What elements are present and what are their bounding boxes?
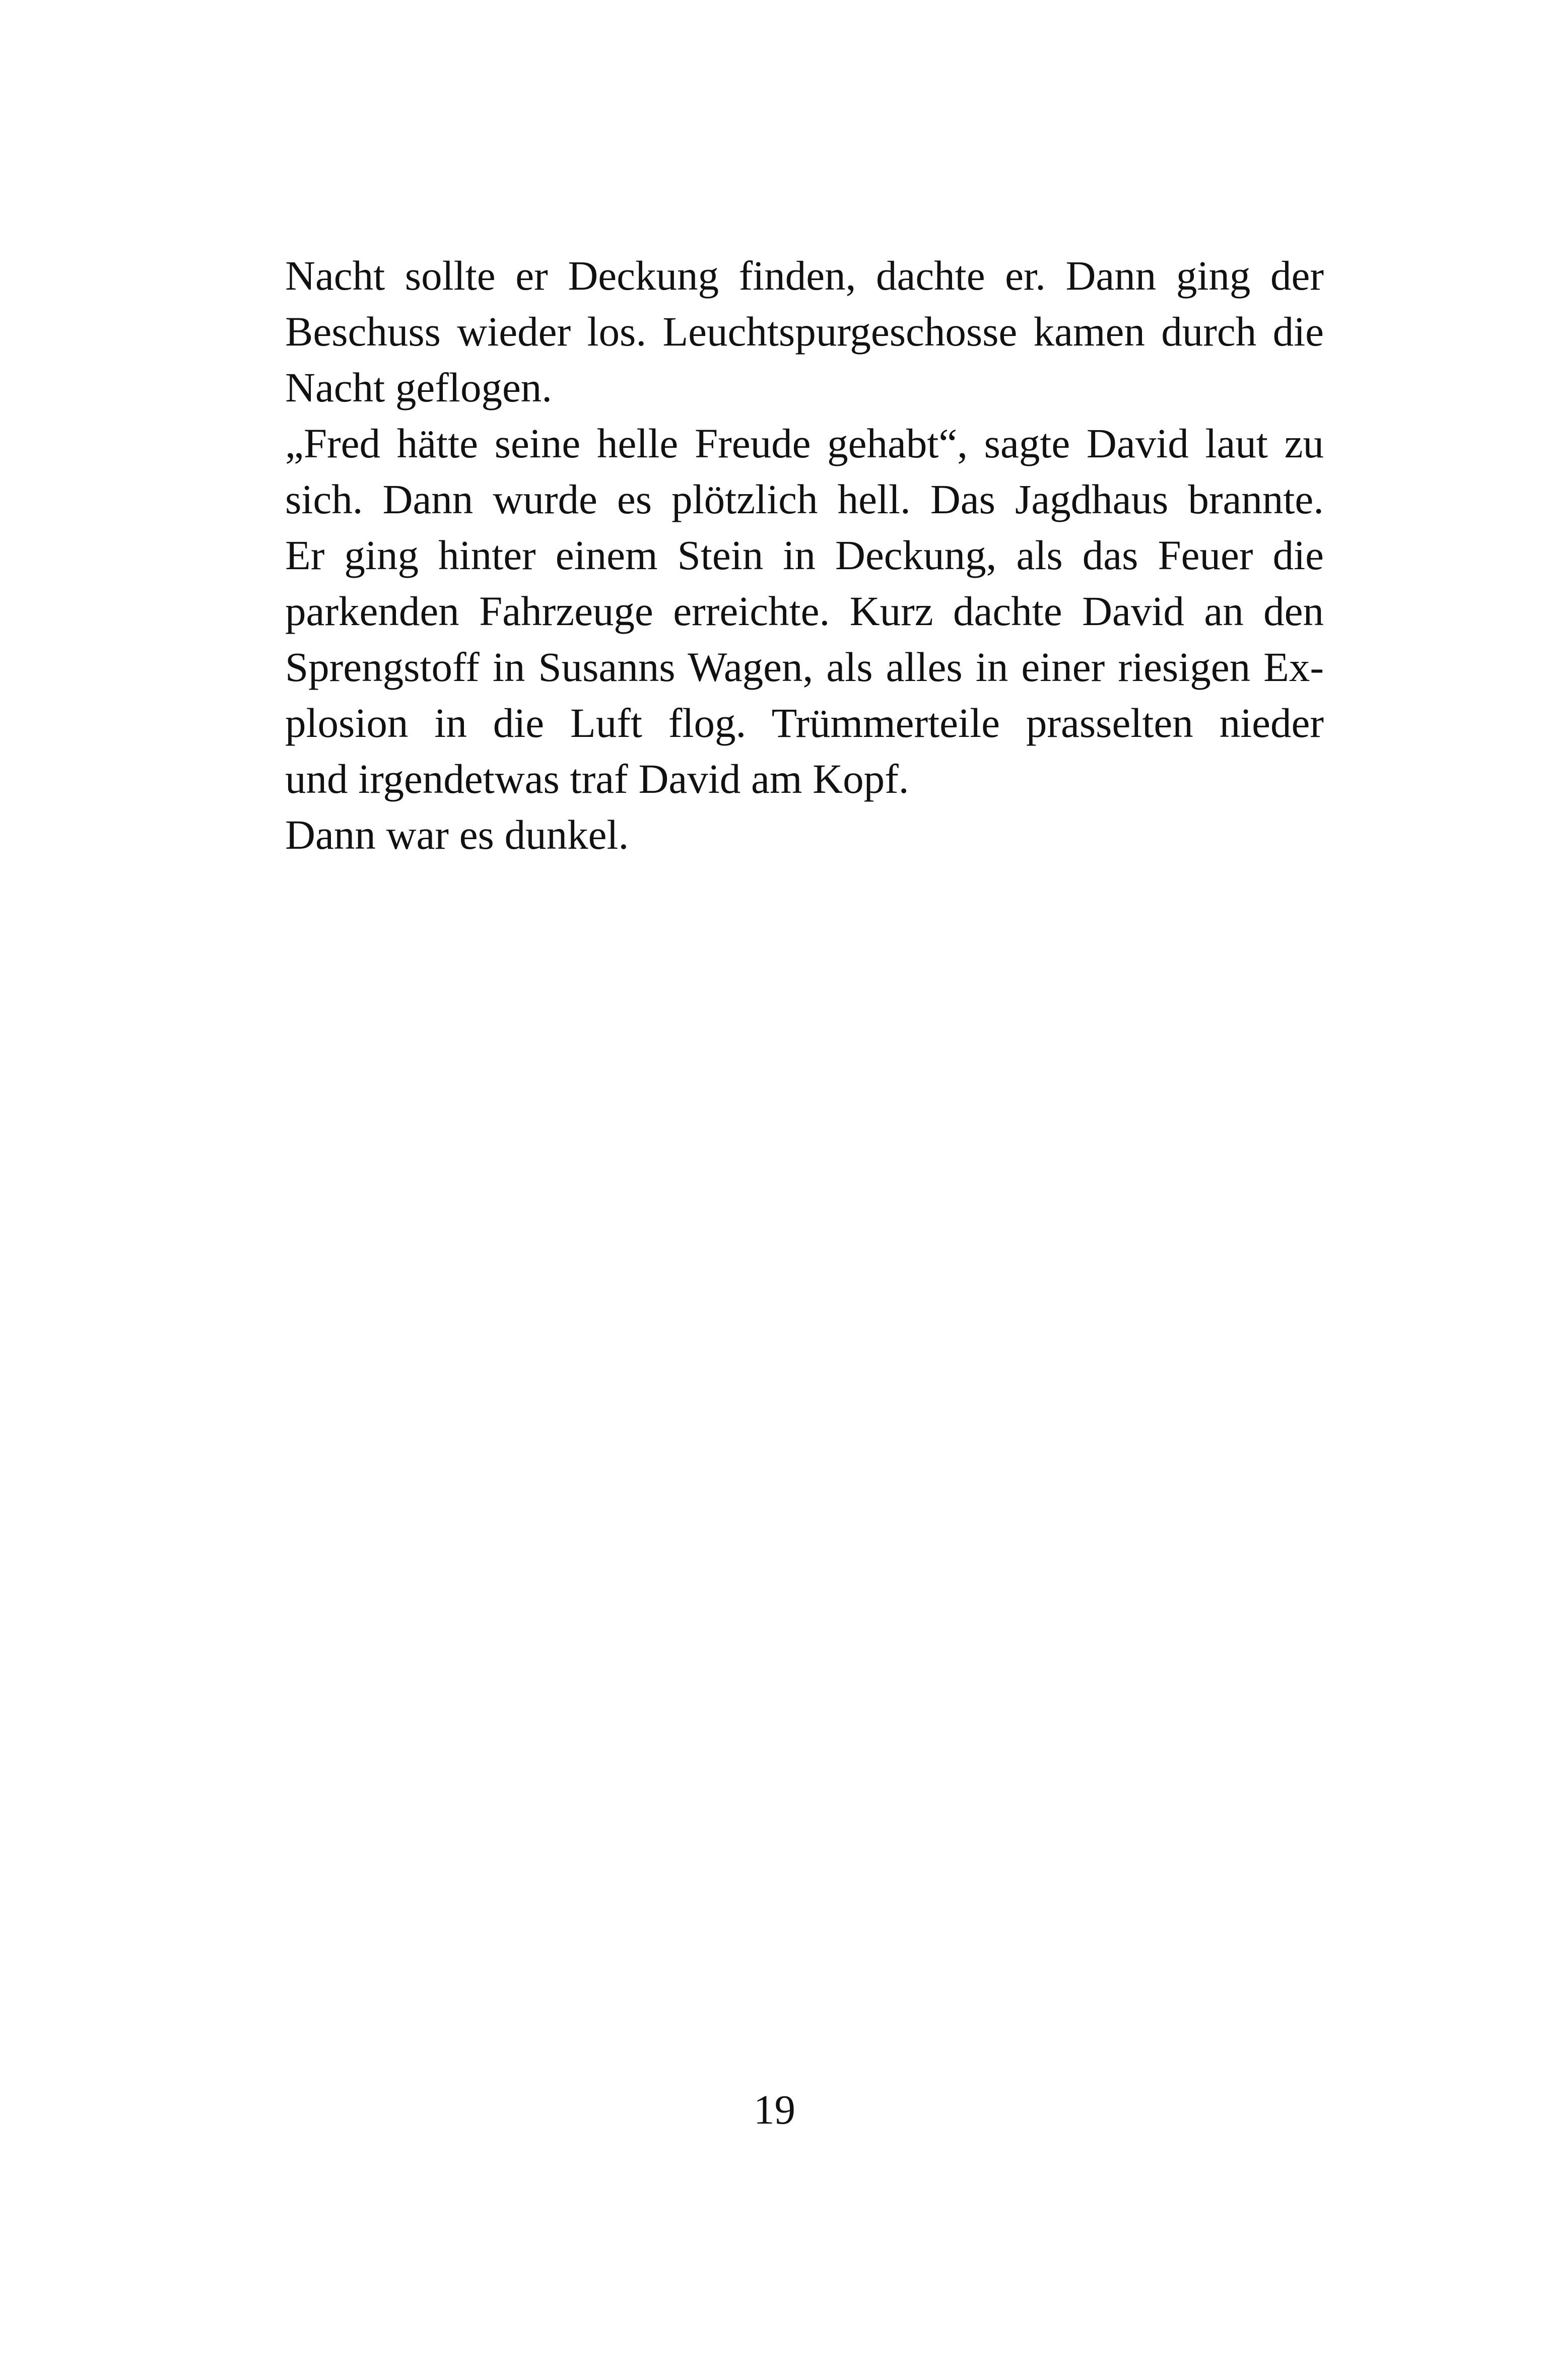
text-line: parkenden Fahrzeuge erreichte. Kurz dachte David an den	[285, 588, 1324, 634]
text-line: „Fred hätte seine helle Freude gehabt“, sagte David laut zu	[285, 420, 1324, 466]
text-line: und irgendetwas traf David am Kopf.	[285, 756, 909, 802]
text-line: plosion in die Luft flog. Trümmerteile prasselten nieder	[285, 700, 1324, 746]
text-line: sich. Dann wurde es plötzlich hell. Das Jagdhaus brannte.	[285, 476, 1324, 522]
text-line: Dann war es dunkel.	[285, 811, 629, 858]
text-line: Beschuss wieder los. Leuchtspurgeschosse kamen durch die	[285, 308, 1324, 355]
page-number: 19	[754, 2086, 795, 2133]
text-line: Nacht sollte er Deckung finden, dachte er. Dann ging der	[285, 252, 1324, 299]
text-line: Nacht geflogen.	[285, 364, 553, 411]
text-line: Er ging hinter einem Stein in Deckung, als das Feuer die	[285, 532, 1324, 578]
body-text	[285, 248, 1324, 863]
text-line: Sprengstoff in Susanns Wagen, als alles in einer riesigen Ex-	[285, 644, 1324, 690]
